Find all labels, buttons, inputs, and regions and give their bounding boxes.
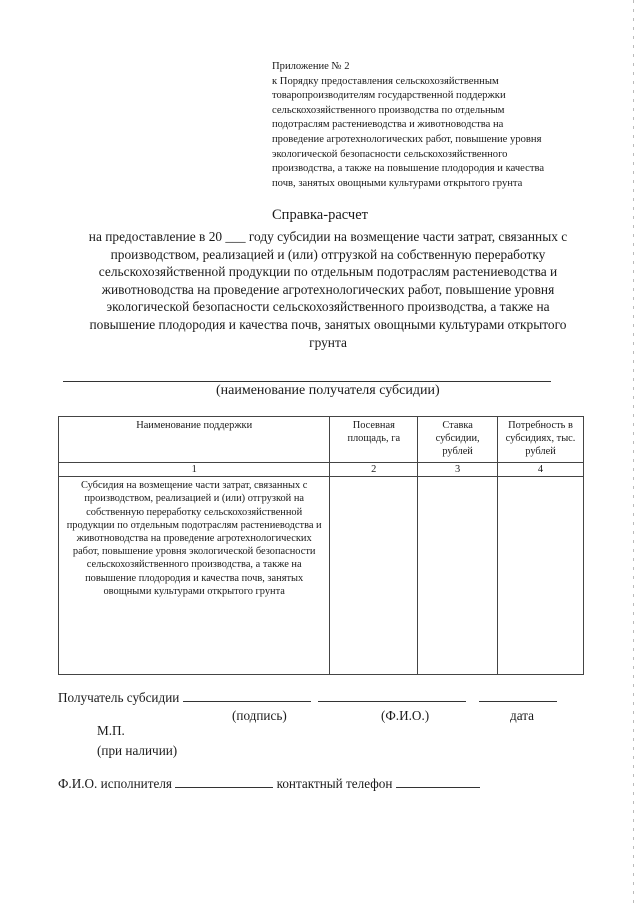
- support-name-cell: Субсидия на возмещение части затрат, связанных с производством, реализацией и (или) отгрузкой на собственную переработку сельскохозяйственной продукции по отдельным подотраслям растениеводства и животноводства на проведение агротехнологических работ, повышение уровня экологической безопасности сельскохозяйственного производства, а также на повышение плодородия и качества почв, занятых овощными культурами открытого грунта: [59, 477, 330, 675]
- signature-field[interactable]: [183, 689, 311, 702]
- executor-row: [58, 775, 480, 792]
- appendix-line: к Порядку предоставления сельскохозяйственным: [272, 75, 499, 87]
- signature-label: Получатель субсидии: [58, 690, 180, 705]
- table-number-row: [59, 463, 584, 477]
- appendix-line: производства, а также на повышение плодородия и качества: [272, 163, 545, 175]
- appendix-line: товаропроизводителям государственной поддержки: [272, 90, 506, 102]
- appendix-block: [272, 60, 602, 191]
- header-need: Потребность в субсидиях, тыс. рублей: [498, 417, 584, 463]
- scan-edge-divider: [633, 0, 634, 905]
- appendix-line: проведение агротехнологических работ, повышение уровня: [272, 133, 542, 145]
- full-name-field[interactable]: [318, 689, 466, 702]
- phone-field[interactable]: [396, 775, 480, 788]
- rate-cell[interactable]: [418, 477, 498, 675]
- phone-label: контактный телефон: [276, 776, 393, 791]
- date-caption: дата: [510, 708, 534, 723]
- table-row: [59, 477, 584, 675]
- signature-row: [58, 689, 557, 706]
- header-support-name: Наименование поддержки: [59, 417, 330, 463]
- appendix-number: Приложение № 2: [272, 61, 350, 72]
- column-number: 4: [498, 463, 584, 477]
- executor-name-field[interactable]: [175, 775, 273, 788]
- stamp-place: [97, 721, 177, 761]
- header-rate: Ставка субсидии, рублей: [418, 417, 498, 463]
- executor-label: Ф.И.О. исполнителя: [58, 776, 172, 791]
- heading-line: животноводства на проведение агротехнологических работ, повышение уровня: [101, 281, 555, 297]
- appendix-line: подотраслям растениеводства и животноводства на: [272, 119, 504, 131]
- column-number: 2: [330, 463, 418, 477]
- recipient-caption: (наименование получателя субсидии): [216, 383, 440, 398]
- signature-caption: (подпись): [232, 708, 287, 723]
- heading-line: грунта: [309, 334, 347, 350]
- need-cell[interactable]: [498, 477, 584, 675]
- appendix-line: экологической безопасности сельскохозяйственного: [272, 148, 508, 160]
- heading-line: сельскохозяйственной продукции по отдельным подотраслям растениеводства и: [98, 264, 558, 280]
- heading-line: на предоставление в 20 ___ году субсидии на возмещение части затрат, связанных с: [88, 229, 568, 244]
- document-heading: [48, 228, 608, 351]
- appendix-line: почв, занятых овощными культурами открытого грунта: [272, 177, 523, 189]
- column-number: 1: [59, 463, 330, 477]
- heading-line: экологической безопасности сельскохозяйственного производства, а также на: [106, 299, 550, 315]
- document-title: Справка-расчет: [272, 207, 368, 223]
- appendix-line: сельскохозяйственного производства по отдельным: [272, 104, 505, 116]
- recipient-name-field[interactable]: [63, 381, 551, 382]
- header-area: Посевная площадь, га: [330, 417, 418, 463]
- stamp-note: (при наличии): [97, 743, 178, 758]
- area-cell[interactable]: [330, 477, 418, 675]
- heading-line: повышение плодородия и качества почв, занятых овощными культурами открытого: [89, 316, 567, 332]
- date-field[interactable]: [479, 689, 557, 702]
- heading-line: производством, реализацией и (или) отгрузкой на собственную переработку: [110, 246, 546, 262]
- column-number: 3: [418, 463, 498, 477]
- stamp-label: М.П.: [97, 723, 125, 738]
- table-header-row: [59, 417, 584, 463]
- full-name-caption: (Ф.И.О.): [381, 708, 430, 723]
- subsidy-table: [58, 416, 584, 675]
